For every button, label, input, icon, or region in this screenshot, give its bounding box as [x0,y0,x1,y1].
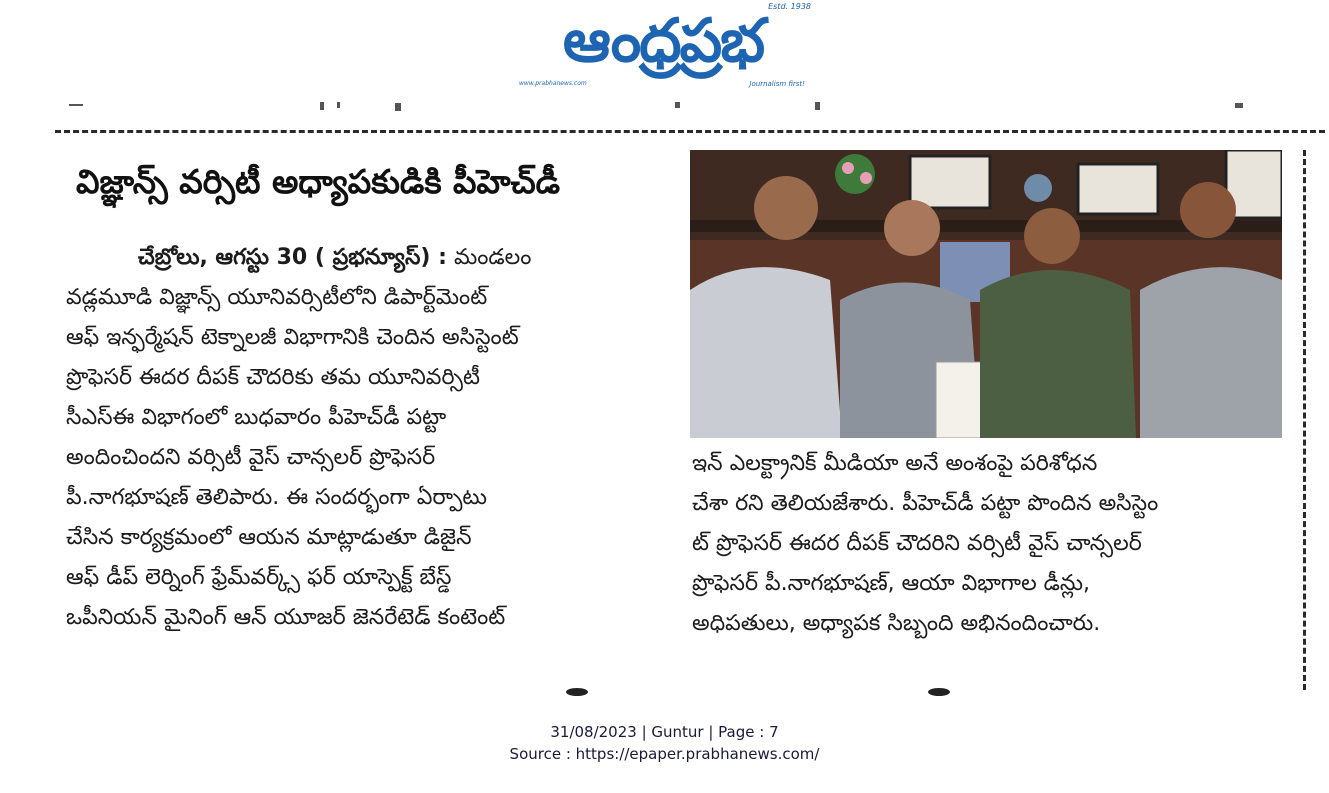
article-headline: విజ్ఞాన్స్ వర్సిటీ అధ్యాపకుడికి పీహెచ్‌డీ [76,162,561,201]
article-line: వడ్లమూడి విజ్ఞాన్స్ యూనివర్సిటీలోని డిపార్ట్‌మెంట్ [66,285,488,310]
article-line: సీఎస్ఈ విభాగంలో బుధవారం పీహెచ్‌డీ పట్టా [66,405,447,430]
article-line: ఒపీనియన్ మైనింగ్ ఆన్ యూజర్ జెనరేటెడ్ కంటెంట్ [66,605,506,630]
article-line: ఆఫ్ డీప్ లెర్నింగ్ ఫ్రేమ్‌వర్క్స్ ఫర్ యాస్పెక్ట్ బేస్డ్ [66,565,452,590]
article-line: ప్రొఫెసర్ పీ.నాగభూషణ్, ఆయా విభాగాల డీన్లు, [692,571,1090,596]
clip-edge-mark [566,688,588,696]
right-dashed-divider [1303,150,1306,690]
article-line: పీ.నాగభూషణ్ తెలిపారు. ఈ సందర్భంగా ఏర్పాటు [66,485,487,510]
article-line: ట్ ప్రొఫెసర్ ఈదర దీపక్ చౌదరిని వర్సిటీ వైస్ చాన్సలర్ [692,531,1142,556]
article-dateline: చేబ్రోలు, ఆగస్టు 30 ( ప్రభన్యూస్) : [138,245,447,270]
article-line [66,238,648,278]
article-photo [690,150,1282,438]
edition-info: 31/08/2023 | Guntur | Page : 7 [550,723,779,741]
clipped-text-strip [55,100,1325,112]
masthead-website: www.prabhanews.com [519,80,587,87]
article-line: అధిపతులు, అధ్యాపక సిబ్బంది అభినందించారు. [692,611,1101,636]
article-line: ఇన్ ఎలక్ట్రానిక్ మీడియా అనే అంశంపై పరిశోధన [692,451,1098,476]
article-body-left [66,238,648,638]
newspaper-logo: ఆంధ్రప్రభ [562,6,764,76]
article-line: చేసిన కార్యక్రమంలో ఆయన మాట్లాడుతూ డిజైన్ [66,525,472,550]
masthead [515,2,815,94]
article-line-text: మండలం [453,245,532,270]
article-line: చేశా రని తెలియజేశారు. పీహెచ్‌డీ పట్టా పొందిన అసిస్టెం [692,491,1159,516]
masthead-estd: Estd. 1938 [768,2,811,11]
clip-edge-mark [928,688,950,696]
article-body-right [692,444,1278,644]
article-line: అందించిందని వర్సిటీ వైస్ చాన్సలర్ ప్రొఫెసర్ [66,445,436,470]
masthead-tagline: Journalism first! [749,80,805,88]
source-link[interactable]: Source : https://epaper.prabhanews.com/ [509,745,820,763]
article-line: ఆఫ్ ఇన్ఫర్మేషన్ టెక్నాలజీ విభాగానికి చెందిన అసిస్టెంట్ [66,325,519,350]
article-line: ప్రొఫెసర్ ఈదర దీపక్ చౌదరికు తమ యూనివర్సిటీ [66,365,480,390]
top-dashed-divider [55,130,1325,133]
